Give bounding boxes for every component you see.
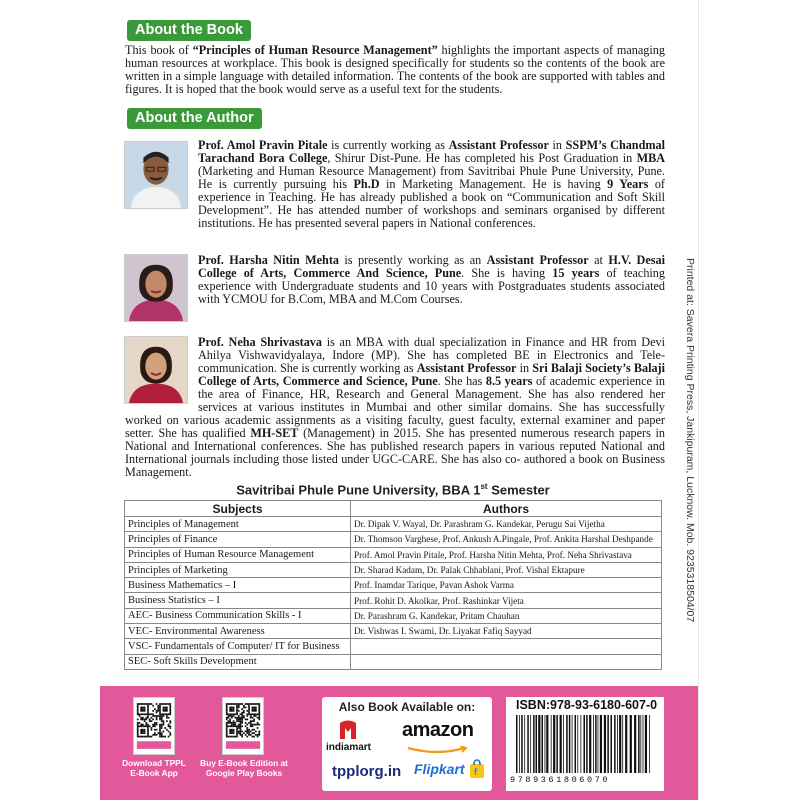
subject-cell: Principles of Human Resource Management	[125, 547, 351, 562]
authors-cell: Dr. Dipak V. Wayal, Dr. Parashram G. Kandekar, Perugu Sai Vijetha	[351, 517, 662, 532]
left-margin	[0, 0, 100, 800]
indiamart-logo[interactable]: indiamart	[326, 742, 372, 753]
subject-cell: Principles of Management	[125, 517, 351, 532]
table-row	[125, 624, 662, 639]
spine-margin	[698, 0, 800, 800]
table-row	[125, 547, 662, 562]
subject-cell: VEC- Environmental Awareness	[125, 624, 351, 639]
isbn-barcode-box	[506, 697, 664, 791]
isbn-number: ISBN:978-93-6180-607-0	[516, 698, 658, 712]
subject-cell: Business Mathematics – I	[125, 578, 351, 593]
table-row	[125, 517, 662, 532]
table-row	[125, 578, 662, 593]
flipkart-logo[interactable]: Flipkart	[414, 761, 465, 777]
authors-cell: Dr. Vishwas I. Swami, Dr. Liyakat Fafiq Sayyad	[351, 624, 662, 639]
barcode-digits: 9789361806070	[510, 775, 611, 785]
about-book-text: This book of “Principles of Human Resource Management” highlights the important aspects of managing human resources at workplace. This book is designed specifically for students so the contents of the book are written in a simple language with detailed information. The contents of the book are supported with tables and figures. It is hoped that the book would serve as a useful text for the students.	[125, 43, 665, 96]
barcode-graphic	[512, 715, 658, 775]
subject-cell: Principles of Finance	[125, 532, 351, 547]
authors-cell: Prof. Inamdar Tarique, Pavan Ashok Varma	[351, 578, 662, 593]
authors-cell: Dr. Thomson Varghese, Prof. Ankush A.Pingale, Prof. Ankita Harshal Deshpande	[351, 532, 662, 547]
column-header-authors: Authors	[351, 501, 662, 517]
available-on-box	[322, 697, 492, 791]
subject-cell: SEC- Soft Skills Development	[125, 654, 351, 669]
svg-text:f: f	[474, 768, 478, 778]
subject-cell: Business Statistics – I	[125, 593, 351, 608]
table-row	[125, 532, 662, 547]
subjects-authors-table	[124, 500, 662, 670]
authors-cell	[351, 639, 662, 654]
indiamart-logo-icon	[336, 717, 360, 741]
subject-cell: VSC- Fundamentals of Computer/ IT for Business	[125, 639, 351, 654]
author-bio-amol: Prof. Amol Pravin Pitale is currently working as Assistant Professor in SSPM’s Chandmal Tarachand Bora College, Shirur Dist-Pune. He has completed his Post Graduation in MBA (Marketing and Human Resource Management) from Savitribai Phule Pune University, Pune. He is currently pursuing his Ph.D in Marketing Management. He is having 9 Years of experience in Teaching. He has already published a book on “Communication and Soft Skill Development”. He has attended number of workshops and seminars organised by different institutions. He has presented several papers in National conferences.	[198, 138, 665, 230]
qr-google-play-caption: Buy E-Book Edition at Google Play Books	[200, 758, 288, 778]
subject-cell: AEC- Business Communication Skills - I	[125, 608, 351, 623]
column-header-subjects: Subjects	[125, 501, 351, 517]
authors-cell	[351, 654, 662, 669]
amazon-smile-icon	[406, 741, 470, 749]
qr-ebook-app-caption: Download TPPL E-Book App	[122, 758, 186, 778]
qr-code-google-play[interactable]	[222, 697, 264, 755]
author-bio-neha: Prof. Neha Shrivastava is an MBA with dual specialization in Finance and HR from Devi Ahilya Vishwavidyalaya, Indore (MP). She has completed BE in Electronics and Tele-communication. She is currently working as Assistant Professor in Sri Balaji Society’s Balaji College of Arts, Commerce and Science, Pune. She has 8.5 years of academic experience in the area of Finance, HR, Research and General Management. She has also rendered her services at various institutes in Mumbai and other similar domains. She has successfully worked on various academic assignments as a visiting faculty, guest faculty, external examiner and paper setter. She has qualified MH-SET (Management) in 2015. She has presented numerous research papers in National and International conferences. She has published research papers in various reputed National and International journals including those listed under UGC-CARE. She has also co- authored a book on Business Management.	[125, 335, 665, 479]
authors-cell: Dr. Sharad Kadam, Dr. Palak Chhablani, Prof. Vishal Ektapure	[351, 562, 662, 577]
flipkart-bag-icon	[468, 759, 486, 779]
printer-info: Printed at: Savera Printing Press, Jankipuram, Lucknow. Mob. 9235318504/07	[684, 258, 696, 623]
table-row	[125, 593, 662, 608]
about-author-heading: About the Author	[127, 108, 262, 129]
authors-cell: Dr. Parashram G. Kandekar, Pritam Chauhan	[351, 608, 662, 623]
table-row	[125, 562, 662, 577]
available-on-title: Also Book Available on:	[338, 700, 476, 714]
subject-cell: Principles of Marketing	[125, 562, 351, 577]
table-row	[125, 654, 662, 669]
authors-cell: Prof. Amol Pravin Pitale, Prof. Harsha Nitin Mehta, Prof. Neha Shrivastava	[351, 547, 662, 562]
amazon-logo[interactable]: amazon	[402, 719, 474, 741]
table-row	[125, 608, 662, 623]
table-row	[125, 639, 662, 654]
author-bio-harsha: Prof. Harsha Nitin Mehta is presently working as an Assistant Professor at H.V. Desai College of Arts, Commerce And Science, Pune. She is having 15 years of teaching experience with Undergraduate students and 10 years with Postgraduates students associated with YCMOU for B.Com, MBA and M.Com Courses.	[198, 253, 665, 306]
about-book-heading: About the Book	[127, 20, 251, 41]
qr-code-ebook-app[interactable]	[133, 697, 175, 755]
tppl-website-link[interactable]: tpplorg.in	[332, 763, 402, 780]
authors-cell: Prof. Rohit D. Akolkar, Prof. Rashinkar Vijeta	[351, 593, 662, 608]
table-title: Savitribai Phule Pune University, BBA 1st Semester	[236, 482, 550, 498]
